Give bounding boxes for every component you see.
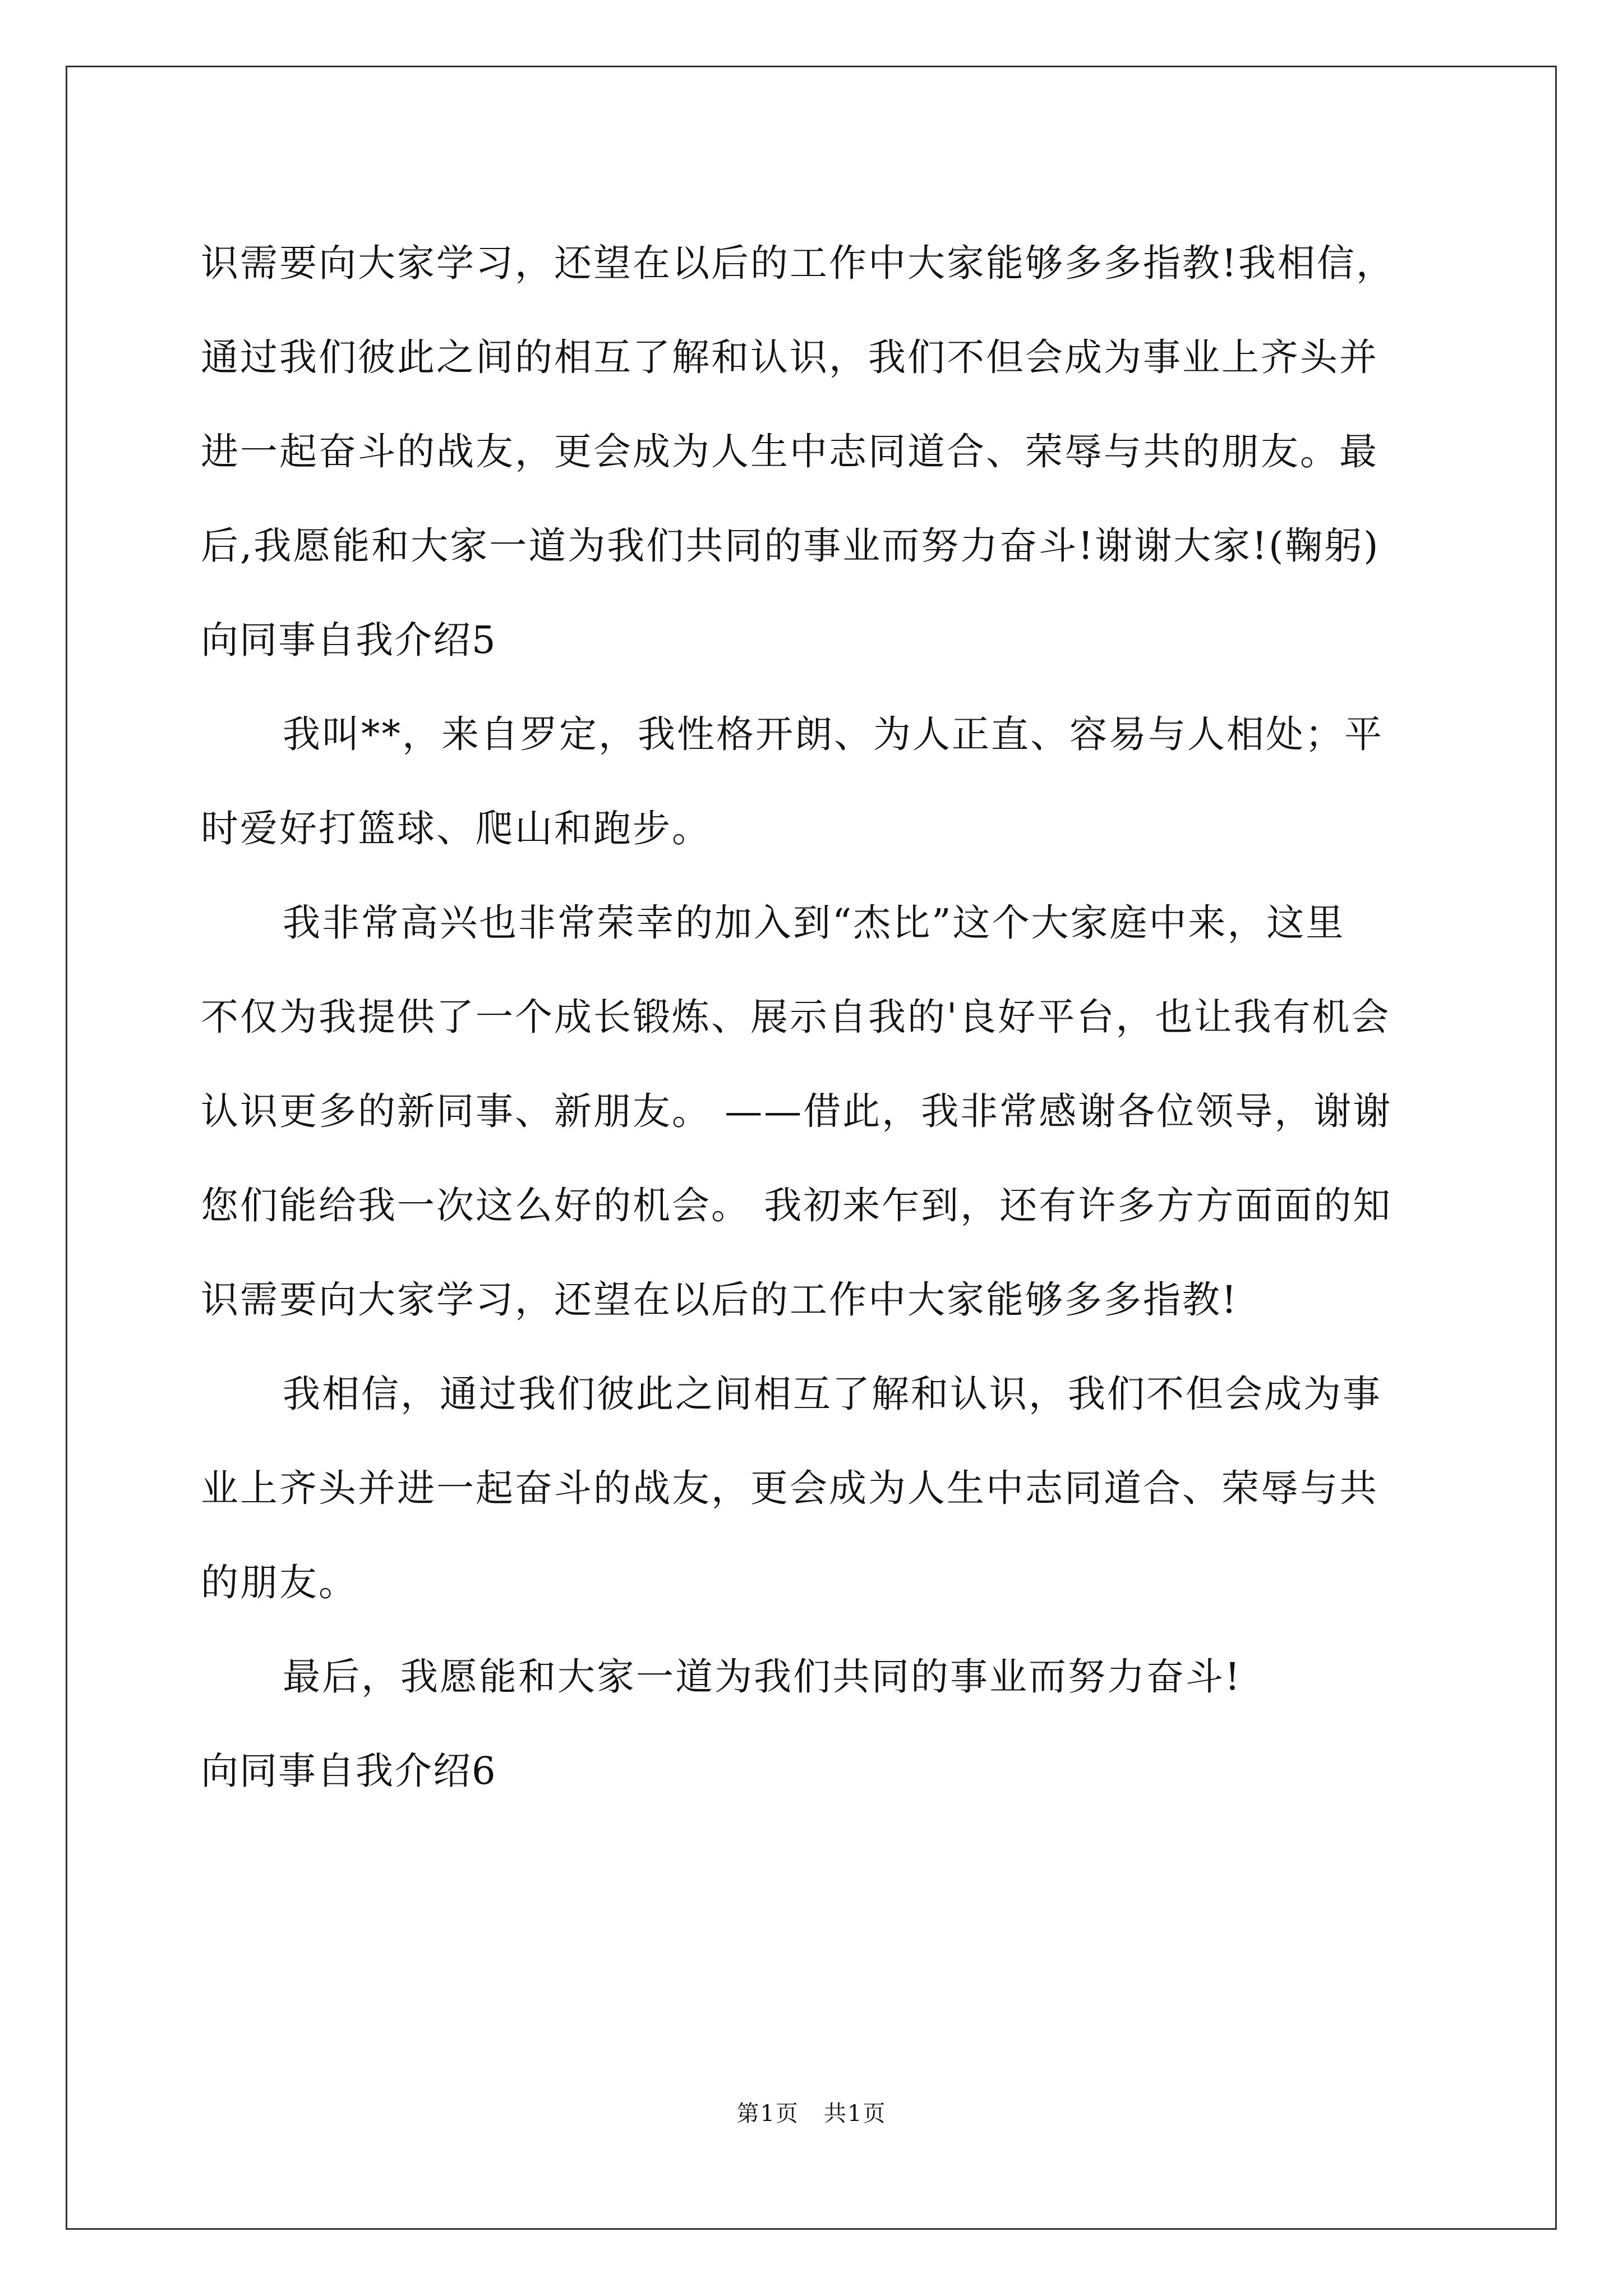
paragraph-line: 认识更多的新同事、新朋友。 ——借此，我非常感谢各位领导，谢谢: [201, 1089, 1393, 1133]
document-body: [201, 216, 1460, 1818]
paragraph-line: 我相信，通过我们彼此之间相互了解和认识，我们不但会成为事: [283, 1372, 1382, 1416]
paragraph-line: 我非常高兴也非常荣幸的加入到“杰比”这个大家庭中来，这里: [283, 901, 1345, 945]
paragraph-line: 业上齐头并进一起奋斗的战友，更会成为人生中志同道合、荣辱与共: [201, 1466, 1378, 1510]
paragraph-line: 您们能给我一次这么好的机会。 我初来乍到，还有许多方方面面的知: [201, 1184, 1393, 1227]
paragraph-line: 不仅为我提供了一个成长锻炼、展示自我的'良好平台，也让我有机会: [201, 995, 1391, 1039]
paragraph-line: 通过我们彼此之间的相互了解和认识，我们不但会成为事业上齐头并: [201, 335, 1378, 379]
paragraph-line: 最后，我愿能和大家一道为我们共同的事业而努力奋斗!: [283, 1655, 1242, 1699]
section-heading: 向同事自我介绍6: [201, 1749, 497, 1793]
paragraph-line: 识需要向大家学习，还望在以后的工作中大家能够多多指教!: [201, 1278, 1238, 1322]
section-heading: 向同事自我介绍5: [201, 618, 497, 662]
paragraph-line: 进一起奋斗的战友，更会成为人生中志同道合、荣辱与共的朋友。最: [201, 430, 1378, 473]
paragraph-line: 的朋友。: [201, 1561, 358, 1604]
paragraph-line: 时爱好打篮球、爬山和跑步。: [201, 807, 711, 850]
paragraph-line: 后,我愿能和大家一道为我们共同的事业而努力奋斗!谢谢大家!(鞠躬): [201, 524, 1380, 568]
page-footer: 第1页 共1页: [736, 2101, 887, 2127]
paragraph-line: 我叫**，来自罗定，我性格开朗、为人正直、容易与人相处；平: [283, 712, 1384, 756]
paragraph-line: 识需要向大家学习，还望在以后的工作中大家能够多多指教!我相信，: [201, 241, 1395, 285]
